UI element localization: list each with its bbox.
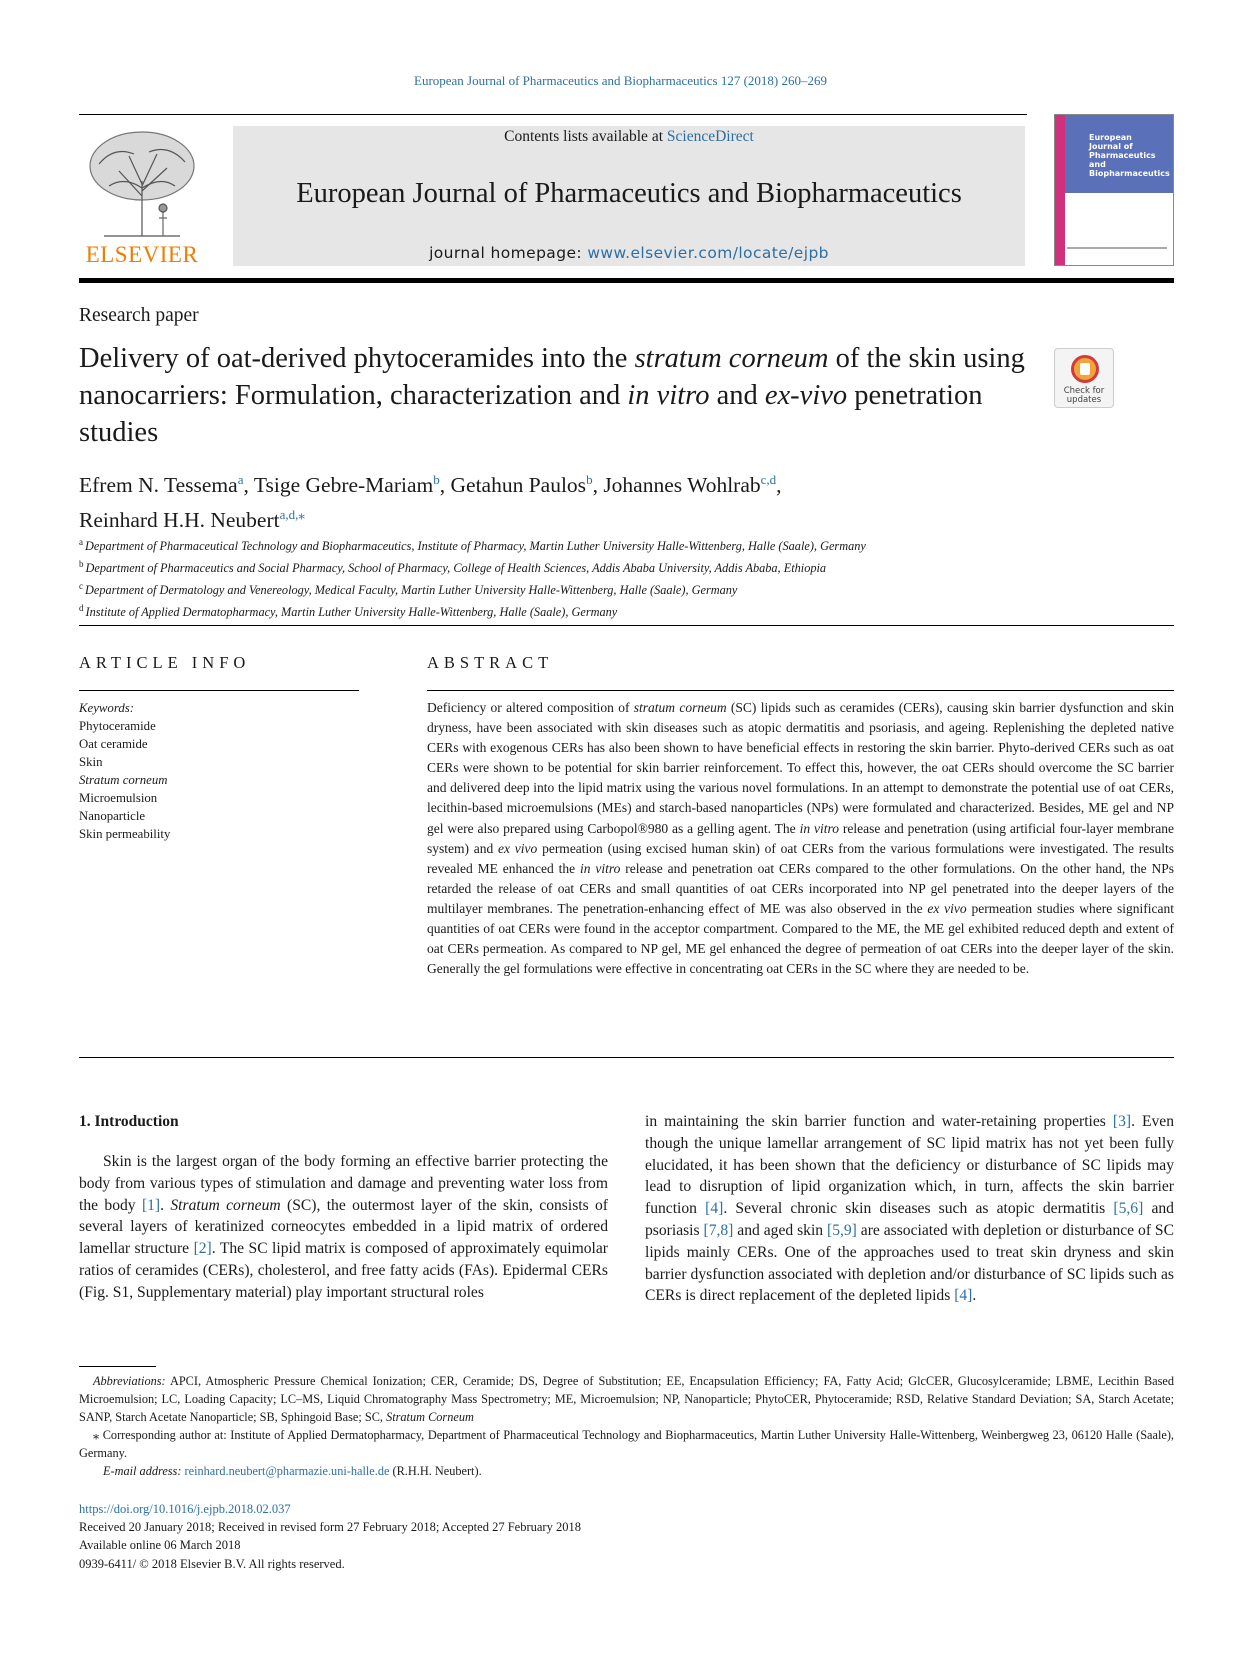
homepage-link[interactable]: www.elsevier.com/locate/ejpb (587, 244, 829, 262)
contents-line (233, 128, 1025, 146)
keyword-item: Oat ceramide (79, 737, 148, 751)
author-name[interactable]: Reinhard H.H. Neubert (79, 508, 280, 533)
author-separator: , (776, 473, 782, 498)
intro-text: . The SC lipid matrix is composed of approximately equimolar ratios of ceramides (CERs), cholesterol, and free fatty acids (FAs). Epidermal CERs (Fig. S1, Supplementary material) play important structural roles (79, 1240, 608, 1301)
journal-cover-thumbnail[interactable] (1054, 114, 1174, 266)
affiliation-list (79, 533, 1174, 621)
cover-title-line: Pharmaceutics and (1089, 151, 1156, 169)
elsevier-logo[interactable] (79, 126, 205, 268)
abstract-body (427, 698, 1174, 979)
citation-link[interactable]: [4] (954, 1287, 973, 1305)
abstract-text: release and penetration oat CERs compared to the other formulations. On the other hand, the NPs retarded the release of oat CERs and small quantities of oat CERs incorporated into NP gel penetrated into the deeper layers of the multilayer membranes. The penetration-enhancing effect of ME was also observed in the (427, 860, 1174, 916)
online-date: Available online 06 March 2018 (79, 1538, 241, 1553)
abstract-text: Deficiency or altered composition of (427, 700, 634, 715)
copyright-line: 0939-6411/ © 2018 Elsevier B.V. All rights reserved. (79, 1556, 345, 1571)
keywords-label: Keywords: (79, 701, 134, 715)
keywords-list (79, 699, 359, 843)
check-updates-line: updates (1066, 395, 1102, 405)
title-part-italic: stratum corneum (634, 343, 829, 374)
abstract-italic: stratum corneum (633, 700, 727, 715)
abstract-italic: in vitro (799, 820, 839, 836)
abbreviations-italic: Stratum Corneum (386, 1410, 474, 1424)
cover-footer-bar (1067, 247, 1167, 249)
intro-text: and aged skin (733, 1221, 827, 1239)
abstract-text: permeation studies where significant quantities of oat CERs were found in the acceptor compartment. Compared to the ME, the ME gel exhibited reduced depth and extent of oat CERs permeation. As compared to NP gel, ME gel enhanced the degree of permeation of oat CERs into the deeper layer of the skin. Generally the gel formulations were effective in concentrating oat CERs in the SC where they are needed to be. (427, 900, 1175, 977)
keyword-item: Nanoparticle (79, 809, 146, 823)
intro-text: (SC), the outermost layer of the skin, consists of several layers of keratinized corneocytes embedded in a lipid matrix of ordered lamellar structure (79, 1196, 608, 1258)
intro-text: . (160, 1196, 171, 1214)
journal-reference-link[interactable]: European Journal of Pharmaceutics and Biopharmaceutics 127 (2018) 260–269 (414, 73, 827, 88)
citation-link[interactable]: [7,8] (703, 1221, 734, 1239)
abstract-text: release and penetration (using artificial four-layer membrane system) and (427, 820, 1174, 856)
affiliation-key: c (79, 581, 83, 592)
article-metadata (79, 1500, 1174, 1573)
affiliation-text: Institute of Applied Dermatopharmacy, Martin Luther University Halle-Wittenberg, Halle (Saale), Germany (85, 605, 618, 620)
affiliation-key: b (79, 559, 84, 570)
doi-link[interactable]: https://doi.org/10.1016/j.ejpb.2018.02.037 (79, 1502, 291, 1516)
abstract-italic: ex vivo (498, 840, 538, 856)
title-part-italic: in vitro (627, 380, 710, 411)
author-separator: , (439, 473, 451, 498)
check-updates-label (1055, 387, 1113, 405)
email-suffix: (R.H.H. Neubert). (389, 1464, 482, 1478)
abstract-text: permeation (using excised human skin) of oat CERs from the various formulations were investigated. The results revealed ME enhanced the (427, 840, 1174, 876)
intro-left-column (79, 1151, 608, 1304)
citation-link[interactable]: [3] (1112, 1113, 1132, 1130)
intro-text: Skin is the largest organ of the body forming an effective barrier protecting the body from various types of stimulation and damage and preventing water loss from the body (79, 1153, 608, 1214)
abstract-rule (427, 690, 1174, 691)
article-info-rule (79, 690, 359, 691)
intro-right-column (645, 1111, 1174, 1307)
email-link[interactable]: reinhard.neubert@pharmazie.uni-halle.de (184, 1464, 390, 1478)
check-updates-line: Check for (1063, 386, 1105, 396)
cover-title-line: Journal of (1089, 142, 1133, 151)
intro-text: in maintaining the skin barrier function and water-retaining properties (645, 1113, 1113, 1130)
abbreviations-text: APCI, Atmospheric Pressure Chemical Ionization; CER, Ceramide; DS, Degree of Substitution; EE, Encapsulation Efficiency; FA, Fatty Acid; GlcCER, Glucosylceramide; LBME, Lecithin Based Microemulsion; LC, Loading Capacity; LC–MS, Liquid Chromatography Mass Spectrometry; ME, Microemulsion; NP, Nanoparticle; PhytoCER, Phytoceramide; RSD, Relative Standard Deviation; SA, Starch Acetate; SANP, Starch Acetate Nanoparticle; SB, Sphingoid Base; SC, (79, 1374, 1174, 1424)
abstract-italic: in vitro (580, 860, 621, 876)
intro-paragraph (645, 1111, 1174, 1307)
sciencedirect-link[interactable]: ScienceDirect (666, 128, 754, 145)
masthead-thick-rule (79, 278, 1174, 283)
homepage-line (233, 244, 1025, 262)
author-affiliation-mark[interactable]: b (433, 472, 440, 487)
received-dates: Received 20 January 2018; Received in revised form 27 February 2018; Accepted 27 February 2018 (79, 1520, 581, 1535)
affiliation-text: Department of Pharmaceutics and Social Pharmacy, School of Pharmacy, College of Health Sciences, Addis Ababa University, Addis Ababa, Ethiopia (85, 561, 827, 576)
intro-text: . Even though the unique lamellar arrangement of SC lipid matrix has not yet been fully elucidated, it has been shown that the deficiency or disturbance of SC lipids may lead to disruption of lipid organization which, in turn, affects the skin barrier function (645, 1113, 1174, 1218)
author-name[interactable]: Johannes Wohlrab (603, 473, 761, 498)
keyword-item: Skin permeability (79, 827, 171, 841)
title-part: Delivery of oat-derived phytoceramides into the (79, 343, 635, 374)
affiliation-item (79, 599, 1174, 621)
citation-link[interactable]: [5,6] (1113, 1200, 1144, 1218)
elsevier-tree-icon (79, 126, 205, 240)
author-affiliation-mark[interactable]: a (237, 472, 244, 487)
intro-text: . Several chronic skin diseases such as atopic dermatitis (723, 1200, 1114, 1218)
keyword-item: Microemulsion (79, 791, 158, 805)
author-name[interactable]: Efrem N. Tessema (79, 473, 238, 498)
abbreviations-footnote (79, 1372, 1174, 1426)
intro-text: . (972, 1287, 977, 1305)
author-name[interactable]: Tsige Gebre-Mariam (253, 473, 434, 498)
author-list (79, 465, 1174, 535)
cover-strip (1055, 115, 1065, 265)
author-affiliation-mark[interactable]: b (586, 472, 593, 487)
homepage-prefix: journal homepage: (429, 244, 588, 262)
title-part-italic: ex-vivo (764, 380, 848, 411)
title-part: penetration studies (79, 380, 983, 448)
affiliation-rule (79, 625, 1174, 626)
author-affiliation-mark[interactable]: a,d,⁎ (279, 507, 305, 523)
corresponding-mark: ⁎ (93, 1428, 100, 1442)
intro-italic: Stratum corneum (170, 1196, 281, 1214)
check-updates-icon (1071, 355, 1099, 383)
contents-prefix: Contents lists available at (504, 128, 667, 145)
cover-title (1089, 133, 1173, 178)
title-part: of the skin using nanocarriers: Formulation, characterization and (79, 343, 1025, 411)
cover-title-line: Biopharmaceutics (1089, 169, 1170, 178)
keyword-item: Stratum corneum (79, 773, 168, 787)
article-title (79, 340, 1039, 451)
affiliation-item (79, 533, 1174, 555)
journal-name: European Journal of Pharmaceutics and Biopharmaceutics (296, 178, 962, 209)
affiliation-text: Department of Pharmaceutical Technology and Biopharmaceutics, Institute of Pharmacy, Martin Luther University Halle-Wittenberg, Halle (Saale), Germany (85, 539, 866, 554)
abbreviations-label: Abbreviations: (93, 1374, 166, 1388)
footnote-rule (79, 1366, 156, 1367)
article-info-heading: ARTICLE INFO (79, 653, 251, 672)
intro-text: and psoriasis (645, 1200, 1174, 1239)
title-part: and (709, 380, 765, 411)
cover-title-line: European (1089, 133, 1132, 142)
author-affiliation-mark[interactable]: c,d (760, 472, 777, 487)
corresponding-text: Corresponding author at: Institute of Applied Dermatopharmacy, Department of Pharmaceutical Technology and Biopharmaceutics, Martin Luther University Halle-Wittenberg, Weinbergweg 23, 06120 Halle (Saale), Germany. (79, 1428, 1174, 1460)
keyword-item: Skin (79, 755, 103, 769)
intro-text: are associated with depletion or disturbance of SC lipids mainly CERs. One of the approaches used to treat skin dryness and skin barrier dysfunction associated with depletion and/or disturbance of SC lipids such as CERs is direct replacement of the depleted lipids (645, 1221, 1174, 1305)
author-separator: , (592, 473, 604, 498)
intro-paragraph (79, 1151, 608, 1304)
affiliation-key: a (79, 537, 83, 547)
affiliation-key: d (79, 603, 84, 614)
article-type: Research paper (79, 305, 199, 326)
abstract-bottom-rule (79, 1057, 1174, 1058)
citation-link[interactable]: [1] (141, 1196, 161, 1214)
author-separator: , (243, 473, 254, 498)
affiliation-item (79, 577, 1174, 599)
abstract-text: (SC) lipids such as ceramides (CERs), causing skin barrier dysfunction and skin dryness, have been associated with skin diseases such as atopic dermatitis and psoriasis, and ageing. Replenishing the depleted native CERs with exogenous CERs has also been shown to have beneficial effects in restoring the skin barrier. Phyto-derived CERs such as oat CERs were shown to be potential for skin barrier reinforcement. To effect this, however, the oat CERs should overcome the SC barrier and delivered deep into the lipid matrix using the various novel formulations. In an attempt to demonstrate the potential use of oat CERs, lecithin-based microemulsions (MEs) and starch-based nanoparticles (NPs) were formulated and characterized. Besides, ME gel and NP gel were also prepared using Carbopol®980 as a gelling agent. The (427, 700, 1174, 836)
elsevier-wordmark: ELSEVIER (85, 242, 199, 267)
author-name[interactable]: Getahun Paulos (450, 473, 587, 498)
email-footnote (79, 1462, 1174, 1480)
citation-link[interactable]: [5,9] (827, 1221, 857, 1239)
abstract-italic: ex vivo (927, 900, 967, 916)
corresponding-author-footnote (79, 1426, 1174, 1462)
affiliation-item (79, 555, 1174, 577)
check-for-updates-button[interactable] (1054, 348, 1114, 408)
citation-link[interactable]: [2] (193, 1240, 212, 1258)
header-rule (79, 114, 1027, 115)
affiliation-text: Department of Dermatology and Venereology, Medical Faculty, Martin Luther University Halle-Wittenberg, Halle (Saale), Germany (85, 583, 738, 598)
email-label: E-mail address: (103, 1464, 182, 1478)
abstract-heading: ABSTRACT (427, 653, 554, 672)
introduction-heading: 1. Introduction (79, 1113, 179, 1130)
citation-link[interactable]: [4] (705, 1200, 724, 1218)
keyword-item: Phytoceramide (79, 719, 156, 733)
footnotes (79, 1372, 1174, 1480)
